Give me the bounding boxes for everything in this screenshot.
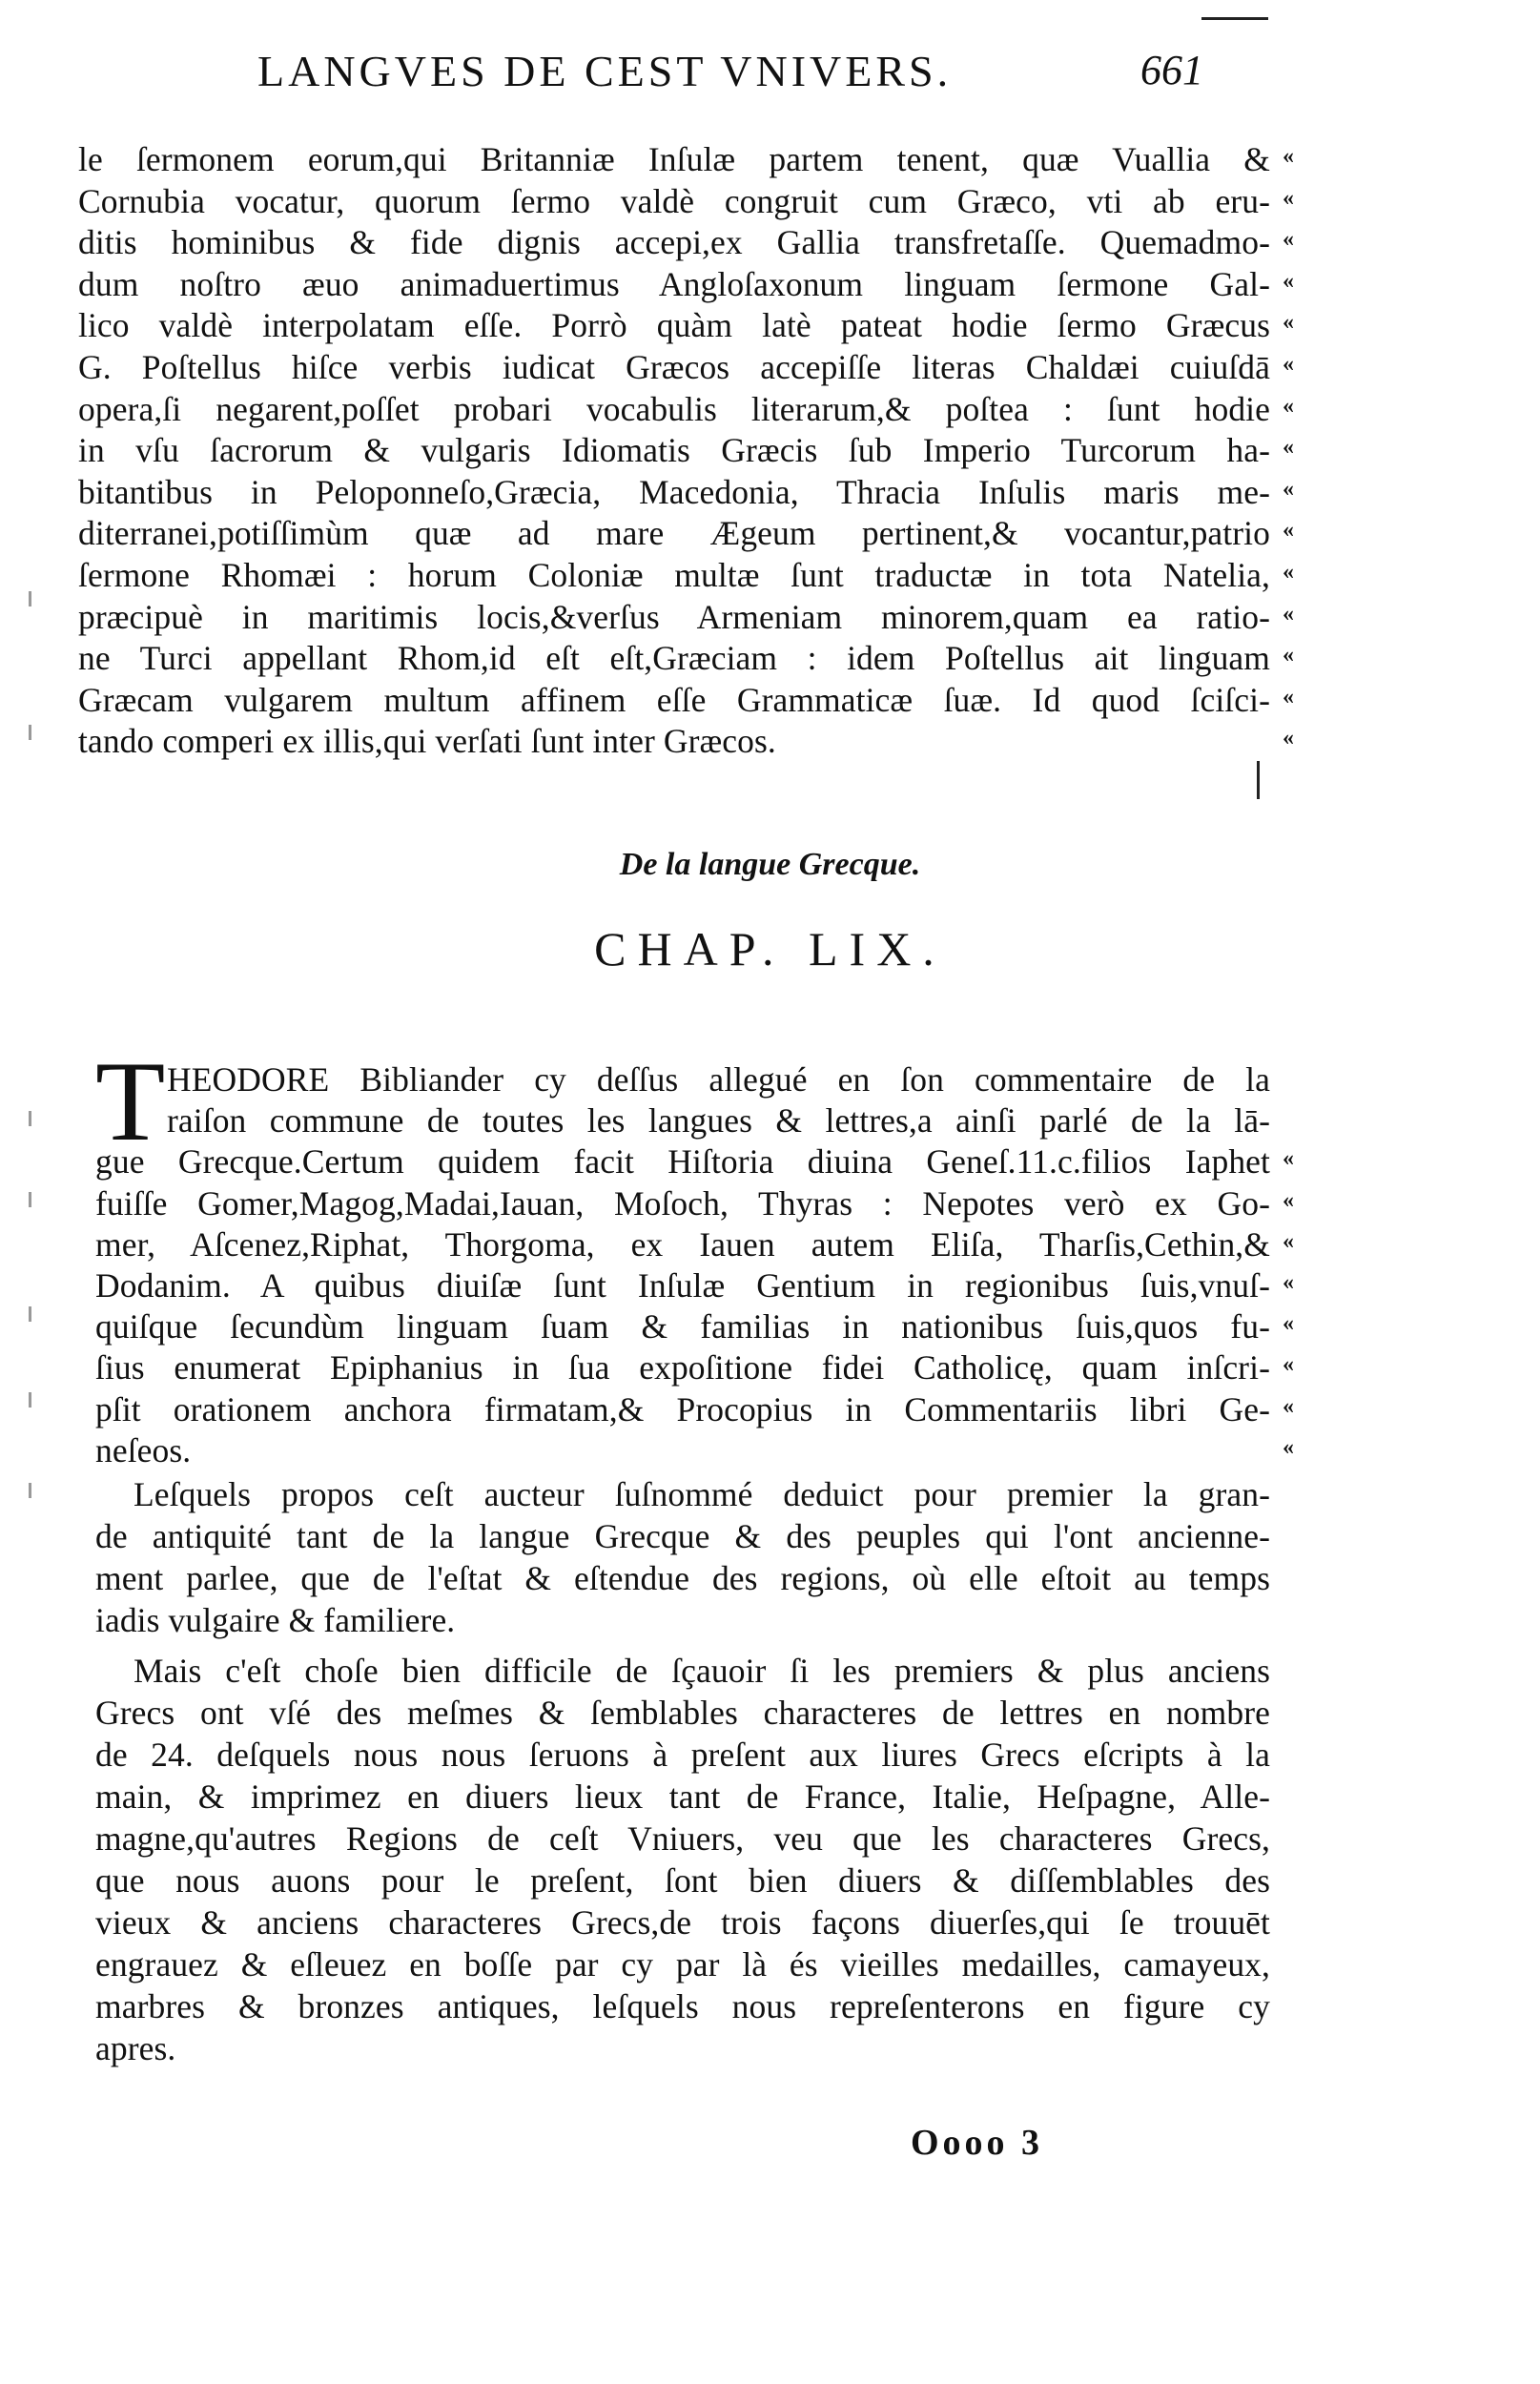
text-line-content: HEODORE Bibliander cy deſſus allegué en ſon commentaire de la [167, 1060, 1270, 1099]
text-line-content: ment parlee, que de l'eſtat & eſtendue des regions, où elle eſtoit au temps [95, 1559, 1270, 1597]
text-line [95, 1776, 1270, 1818]
text-line [95, 1692, 1270, 1734]
text-line [78, 221, 1270, 263]
text-line [78, 346, 1270, 388]
text-line-content: que nous auons pour le preſent, ſont bien diuers & diſſemblables des [95, 1861, 1270, 1900]
quote-mark: « [1283, 560, 1294, 585]
text-line [78, 512, 1270, 554]
text-line [95, 2027, 1270, 2069]
quote-mark: « [1283, 1352, 1294, 1378]
top-rule [1201, 17, 1268, 20]
text-line-content: engrauez & eſleuez en boſſe par cy par là és vieilles medailles, camayeux, [95, 1945, 1270, 1983]
text-line-content: raiſon commune de toutes les langues & lettres,a ainſi parlé de la lā- [167, 1101, 1270, 1141]
section-title: De la langue Grecque. [619, 847, 921, 882]
text-line-content: main, & imprimez en diuers lieux tant de France, Italie, Heſpagne, Alle- [95, 1778, 1270, 1816]
text-line [78, 180, 1270, 222]
text-line [78, 596, 1270, 638]
text-line-content: marbres & bronzes antiques, leſquels nous repreſenterons en figure cy [95, 1987, 1270, 2025]
text-line [133, 1473, 1270, 1515]
text-line-content: ne Turci appellant Rhom,id eſt eſt,Græciam : idem Poſtellus ait linguam [78, 639, 1270, 678]
quote-mark: « [1283, 268, 1294, 294]
text-line [95, 1182, 1270, 1224]
text-line [78, 304, 1270, 346]
quote-mark: « [1283, 1270, 1294, 1295]
text-line-content: Cornubia vocatur, quorum ſermo valdè congruit cum Græco, vti ab eru- [78, 181, 1270, 220]
text-line [78, 471, 1270, 513]
margin-tick [29, 591, 31, 606]
text-line [78, 388, 1270, 430]
text-line-content: diterranei,potiſſimùm quæ ad mare Ægeum pertinent,& vocantur,patrio [78, 514, 1270, 553]
text-line [95, 1388, 1270, 1430]
text-line [95, 1264, 1270, 1306]
text-line [78, 679, 1270, 721]
text-line-content: de antiquité tant de la langue Grecque & des peuples qui l'ont ancienne- [95, 1517, 1270, 1555]
text-line-content: bitantibus in Peloponneſo,Græcia, Macedonia, Thracia Inſulis maris me- [78, 472, 1270, 511]
text-line-content: in vſu ſacrorum & vulgaris Idiomatis Græcis ſub Imperio Turcorum ha- [78, 431, 1270, 470]
text-line [95, 1557, 1270, 1599]
page-number: 661 [1140, 47, 1203, 93]
quote-mark: « [1283, 435, 1294, 461]
quote-mark: « [1283, 601, 1294, 627]
quote-mark: « [1283, 144, 1294, 169]
text-line [95, 1515, 1270, 1557]
quote-mark: « [1283, 684, 1294, 709]
text-line-content: G. Poſtellus hiſce verbis iudicat Græcos accepiſſe literas Chaldæi cuiuſdā [78, 348, 1270, 386]
margin-tick [29, 725, 31, 740]
margin-tick [29, 1192, 31, 1207]
signature-mark: Oooo 3 [911, 2123, 1044, 2163]
text-line-content: tando comperi ex illis,qui verſati ſunt inter Græcos. [78, 722, 776, 761]
text-line-content: ſius enumerat Epiphanius in ſua expoſitione fidei Catholicę, quam inſcri- [95, 1348, 1270, 1387]
margin-tick [29, 1111, 31, 1126]
text-line-content: le ſermonem eorum,qui Britanniæ Inſulæ partem tenent, quæ Vuallia & [78, 140, 1270, 178]
quote-mark: « [1283, 1187, 1294, 1213]
text-line-content: ditis hominibus & fide dignis accepi,ex Gallia transfretaſſe. Quemadmo- [78, 223, 1270, 262]
text-line [167, 1100, 1270, 1141]
quote-mark: « [1283, 643, 1294, 668]
text-line-content: mer, Aſcenez,Riphat, Thorgoma, ex Iauen autem Eliſa, Tharſis,Cethin,& [95, 1224, 1270, 1264]
quote-mark: « [1283, 726, 1294, 751]
quote-mark: « [1283, 1311, 1294, 1337]
margin-tick [29, 1483, 31, 1498]
text-line-content: quiſque ſecundùm linguam ſuam & familias in nationibus ſuis,quos fu- [95, 1307, 1270, 1346]
chapter-heading: CHAP. LIX. [594, 922, 946, 976]
quote-mark: « [1283, 1393, 1294, 1419]
quote-mark: « [1283, 518, 1294, 544]
text-line [95, 1223, 1270, 1265]
text-line-content: neſeos. [95, 1430, 192, 1469]
quote-mark: « [1283, 393, 1294, 419]
text-line-content: Grecs ont vſé des meſmes & ſemblables characteres de lettres en nombre [95, 1694, 1270, 1732]
text-line [78, 720, 1270, 762]
text-line [95, 1860, 1270, 1901]
text-line-content: de 24. deſquels nous nous ſeruons à preſent aux liures Grecs eſcripts à la [95, 1736, 1270, 1774]
text-line [95, 1346, 1270, 1388]
text-line [78, 554, 1270, 596]
text-line [95, 1901, 1270, 1943]
end-ornament [1257, 761, 1271, 799]
text-line [78, 138, 1270, 180]
quote-mark: « [1283, 1434, 1294, 1460]
text-line-content: vieux & anciens characteres Grecs,de trois façons diuerſes,qui ſe trouuēt [95, 1903, 1270, 1942]
text-line [95, 1599, 1270, 1641]
text-line-content: gue Grecque.Certum quidem facit Hiſtoria diuina Geneſ.11.c.filios Iaphet [95, 1142, 1270, 1182]
text-line-content: præcipuè in maritimis locis,&verſus Armeniam minorem,quam ea ratio- [78, 597, 1270, 636]
text-line [78, 263, 1270, 305]
text-line [95, 1305, 1270, 1347]
text-line-content: fuiſſe Gomer,Magog,Madai,Iauan, Moſoch, Thyras : Nepotes verò ex Go- [95, 1183, 1270, 1223]
text-line-content: opera,ſi negarent,poſſet probari vocabulis literarum,& poſtea : ſunt hodie [78, 389, 1270, 428]
text-line-content: lico valdè interpolatam eſſe. Porrò quàm latè pateat hodie ſermo Græcus [78, 306, 1270, 345]
text-line-content: Dodanim. A quibus diuiſæ ſunt Inſulæ Gentium in regionibus ſuis,vnuſ- [95, 1266, 1270, 1305]
text-line [95, 1818, 1270, 1860]
text-line [95, 1734, 1270, 1776]
text-line [95, 1985, 1270, 2027]
quote-mark: « [1283, 476, 1294, 502]
quote-mark: « [1283, 227, 1294, 253]
text-line-content: Leſquels propos ceſt aucteur ſuſnommé deduict pour premier la gran- [133, 1475, 1270, 1513]
text-line-content: pſit orationem anchora firmatam,& Procopius in Commentariis libri Ge- [95, 1389, 1270, 1428]
text-line [78, 637, 1270, 679]
drop-cap: T [95, 1038, 166, 1164]
text-line-content: magne,qu'autres Regions de ceſt Vniuers, veu que les characteres Grecs, [95, 1819, 1270, 1858]
text-line-content: ſermone Rhomæi : horum Coloniæ multæ ſunt traductæ in tota Natelia, [78, 556, 1270, 594]
quote-mark: « [1283, 1146, 1294, 1172]
text-line [133, 1650, 1270, 1692]
margin-tick [29, 1306, 31, 1322]
quote-mark: « [1283, 310, 1294, 336]
text-line-content: Græcam vulgarem multum affinem eſſe Grammaticæ ſuæ. Id quod ſciſci- [78, 680, 1270, 719]
text-line [95, 1943, 1270, 1985]
text-line-content: dum noſtro æuo animaduertimus Angloſaxonum linguam ſermone Gal- [78, 264, 1270, 303]
text-line [95, 1141, 1270, 1182]
text-line-content: Mais c'eſt choſe bien difficile de ſçauoir ſi les premiers & plus anciens [133, 1652, 1270, 1690]
text-line [167, 1058, 1270, 1100]
quote-mark: « [1283, 1228, 1294, 1254]
text-line-content: iadis vulgaire & familiere. [95, 1601, 456, 1639]
quote-mark: « [1283, 352, 1294, 377]
text-line-content: apres. [95, 2029, 176, 2067]
text-line [95, 1429, 1270, 1471]
margin-tick [29, 1392, 31, 1408]
text-line [78, 429, 1270, 471]
quote-mark: « [1283, 185, 1294, 211]
running-title: LANGVES DE CEST VNIVERS. [257, 47, 953, 95]
